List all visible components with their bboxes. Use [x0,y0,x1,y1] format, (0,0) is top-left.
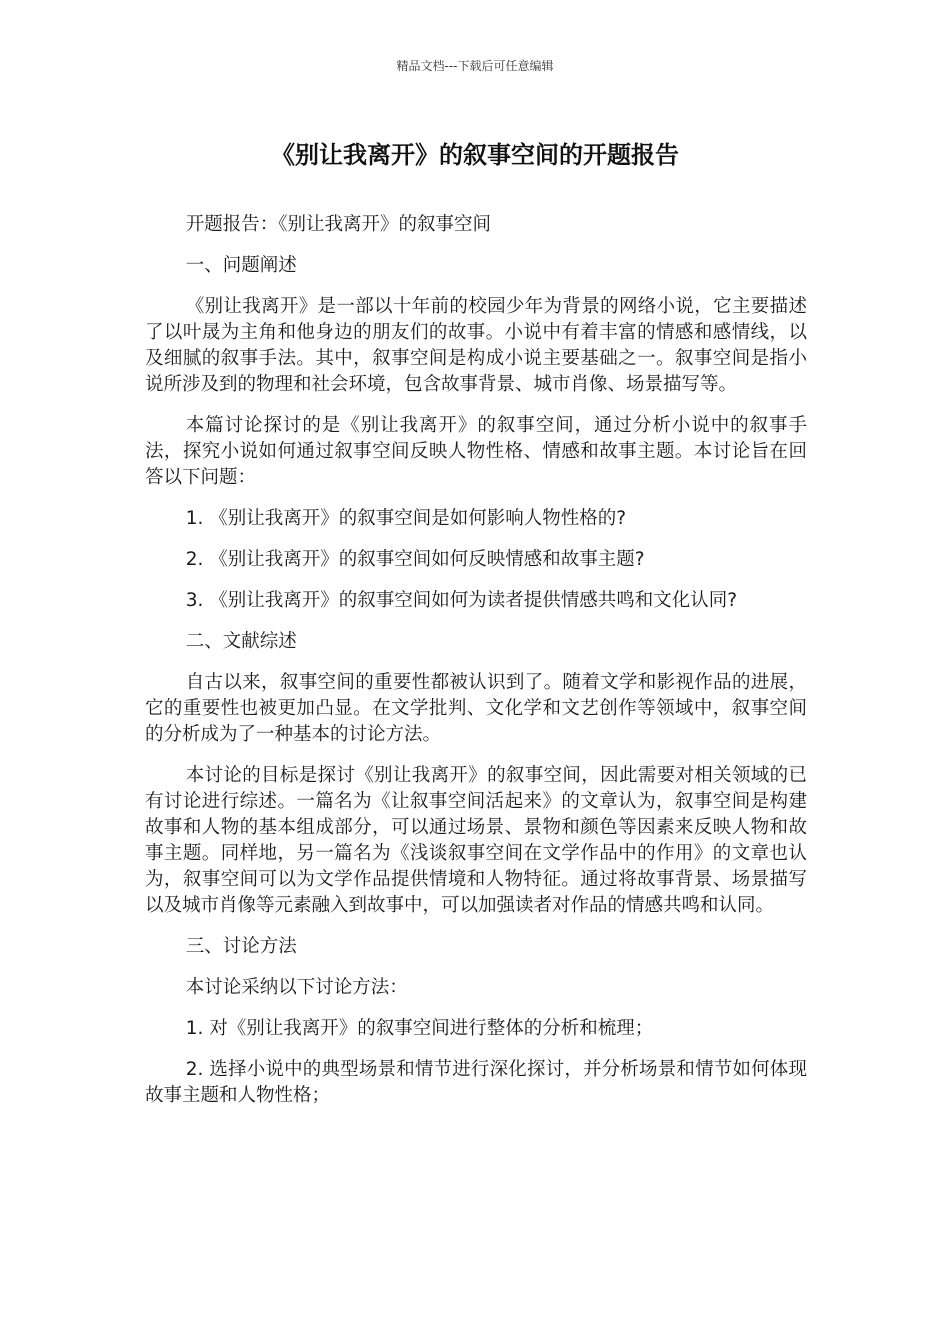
question-item-3: 3. 《别让我离开》的叙事空间如何为读者提供情感共鸣和文化认同? [185,590,738,611]
method-item-2: 2. 选择小说中的典型场景和情节进行深化探讨，并分析场景和情节如何体现故事主题和人物性格； [145,1059,807,1106]
header-note: 精品文档---下载后可任意编辑 [396,59,554,73]
paragraph-purpose: 本篇讨论探讨的是《别让我离开》的叙事空间，通过分析小说中的叙事手法，探究小说如何通过叙事空间反映人物性格、情感和故事主题。本讨论旨在回答以下问题： [145,415,807,488]
method-item-1: 1. 对《别让我离开》的叙事空间进行整体的分析和梳理； [185,1018,654,1039]
section-heading-method: 三、讨论方法 [185,936,297,957]
report-heading: 开题报告：《别让我离开》的叙事空间 [185,214,491,235]
section-heading-problem: 一、问题阐述 [185,255,297,276]
paragraph-literature-2: 本讨论的目标是探讨《别让我离开》的叙事空间，因此需要对相关领域的已有讨论进行综述。一篇名为《让叙事空间活起来》的文章认为，叙事空间是构建故事和人物的基本组成部分，可以通过场景、景物和颜色等因素来反映人物和故事主题。同样地，另一篇名为《浅谈叙事空间在文学作品中的作用》的文章也认为，叙事空间可以为文学作品提供情境和人物特征。通过将故事背景、场景描写以及城市肖像等元素融入到故事中，可以加强读者对作品的情感共鸣和认同。 [145,765,807,916]
document-body [145,212,807,1124]
question-item-1: 1. 《别让我离开》的叙事空间是如何影响人物性格的? [185,508,627,529]
section-heading-literature: 二、文献综述 [185,631,297,652]
paragraph-method-intro: 本讨论采纳以下讨论方法： [185,977,408,998]
paragraph-intro: 《别让我离开》是一部以十年前的校园少年为背景的网络小说，它主要描述了以叶晟为主角和他身边的朋友们的故事。小说中有着丰富的情感和感情线，以及细腻的叙事手法。其中，叙事空间是构成小说主要基础之一。叙事空间是指小说所涉及到的物理和社会环境，包含故事背景、城市肖像、场景描写等。 [145,296,807,395]
question-item-2: 2. 《别让我离开》的叙事空间如何反映情感和故事主题? [185,549,645,570]
document-title: 《别让我离开》的叙事空间的开题报告 [271,141,679,169]
paragraph-literature-1: 自古以来，叙事空间的重要性都被认识到了。随着文学和影视作品的进展，它的重要性也被更加凸显。在文学批判、文化学和文艺创作等领域中，叙事空间的分析成为了一种基本的讨论方法。 [145,672,807,745]
